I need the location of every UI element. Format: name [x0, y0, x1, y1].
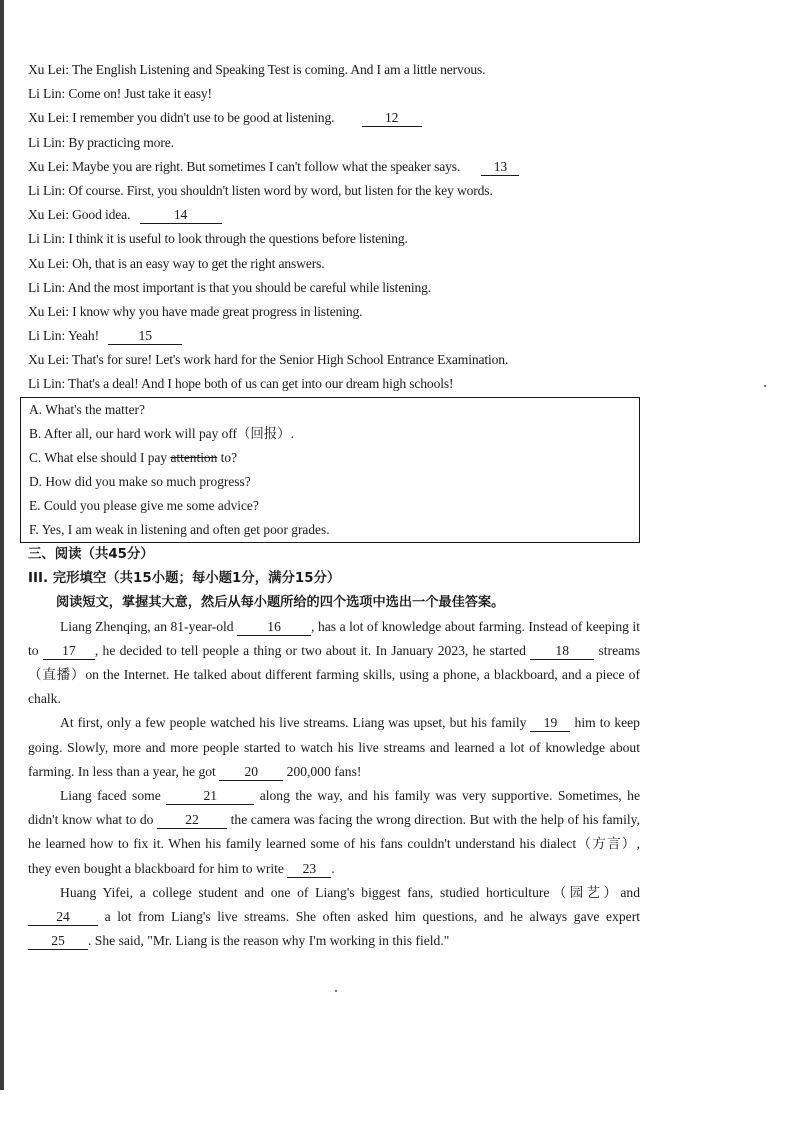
- answer-blank[interactable]: 19: [530, 715, 570, 732]
- answer-blank[interactable]: 13: [481, 159, 519, 176]
- answer-blank[interactable]: 16: [237, 619, 311, 636]
- part-heading: III. 完形填空（共15小题；每小题1分，满分15分）: [28, 570, 341, 586]
- dialogue-line: Xu Lei: Good idea. 14: [28, 203, 650, 227]
- passage-paragraph-2: At first, only a few people watched his live streams. Liang was upset, but his family 19 him to keep going. Slowly, more and more people started to watch his live streams and learned a lot of knowledge about farming. In less than a year, he got 20 200,000 fans!: [28, 715, 640, 779]
- dialogue-line: Li Lin: Come on! Just take it easy!: [28, 86, 212, 102]
- answer-blank[interactable]: 15: [108, 328, 182, 345]
- dialogue-line: Xu Lei: Oh, that is an easy way to get the right answers.: [28, 255, 325, 271]
- passage-paragraph-3: Liang faced some 21 along the way, and his family was very supportive. Sometimes, he didn't know what to do 22 the camera was facing the wrong direction. But with the help of his family, he learned how to fix it. When his family learned some of his fans couldn't understand his dialect（方言）, they even bought a blackboard for him to write 23 .: [28, 788, 640, 876]
- option-item[interactable]: E. Could you please give me some advice?: [29, 497, 259, 513]
- exam-page: [28, 58, 650, 953]
- answer-blank[interactable]: 21: [166, 788, 254, 805]
- answer-blank[interactable]: 22: [157, 812, 227, 829]
- dialogue: [28, 58, 650, 397]
- scan-speck: [335, 990, 337, 992]
- section-heading: 三、阅读（共45分）: [28, 546, 154, 562]
- dialogue-line: Li Lin: Of course. First, you shouldn't listen word by word, but listen for the key words.: [28, 182, 493, 198]
- dialogue-line: Xu Lei: The English Listening and Speaking Test is coming. And I am a little nervous.: [28, 62, 486, 77]
- answer-blank[interactable]: 25: [28, 933, 88, 950]
- dialogue-line: Li Lin: By practicing more.: [28, 134, 174, 150]
- option-item[interactable]: B. After all, our hard work will pay off（回报）.: [29, 425, 294, 441]
- dialogue-line: Li Lin: I think it is useful to look through the questions before listening.: [28, 231, 408, 247]
- scan-speck: [764, 385, 766, 387]
- answer-blank[interactable]: 12: [362, 110, 422, 127]
- option-item[interactable]: F. Yes, I am weak in listening and often get poor grades.: [29, 521, 330, 537]
- answer-blank[interactable]: 20: [219, 764, 283, 781]
- answer-blank[interactable]: 18: [530, 643, 594, 660]
- dialogue-line: Xu Lei: I remember you didn't use to be good at listening. 12: [28, 106, 650, 130]
- dialogue-line: Xu Lei: I know why you have made great progress in listening.: [28, 303, 363, 319]
- answer-blank[interactable]: 14: [140, 207, 222, 224]
- dialogue-line: Li Lin: That's a deal! And I hope both of us can get into our dream high schools!: [28, 376, 454, 392]
- instruction: 阅读短文，掌握其大意，然后从每小题所给的四个选项中选出一个最佳答案。: [56, 594, 505, 610]
- answer-blank[interactable]: 24: [28, 909, 98, 926]
- passage-paragraph-1: Liang Zhenqing, an 81-year-old 16 , has a lot of knowledge about farming. Instead of keeping it to 17 , he decided to tell people a thing or two about it. In January 2023, he started 18 streams（直播）on the Internet. He talked about different farming skills, using a phone, a blackboard, and a piece of chalk.: [28, 618, 641, 707]
- options-box: [20, 397, 640, 543]
- dialogue-line: Xu Lei: That's for sure! Let's work hard for the Senior High School Entrance Examination.: [28, 352, 509, 368]
- option-item[interactable]: C. What else should I pay attention to?: [29, 449, 238, 465]
- page-left-edge: [0, 0, 4, 1090]
- option-item[interactable]: A. What's the matter?: [29, 401, 145, 417]
- dialogue-line: Li Lin: Yeah! 15: [28, 324, 650, 348]
- answer-blank[interactable]: 23: [287, 861, 331, 878]
- dialogue-line: Xu Lei: Maybe you are right. But sometimes I can't follow what the speaker says. 13: [28, 155, 650, 179]
- dialogue-line: Li Lin: And the most important is that you should be careful while listening.: [28, 279, 432, 295]
- option-item[interactable]: D. How did you make so much progress?: [29, 473, 251, 489]
- passage-paragraph-4: Huang Yifei, a college student and one of Liang's biggest fans, studied horticulture（园艺）and 24 a lot from Liang's live streams. She often asked him questions, and he always gave expert 25 . She said, "Mr. Liang is the reason why I'm working in this field.": [28, 881, 640, 954]
- answer-blank[interactable]: 17: [43, 643, 95, 660]
